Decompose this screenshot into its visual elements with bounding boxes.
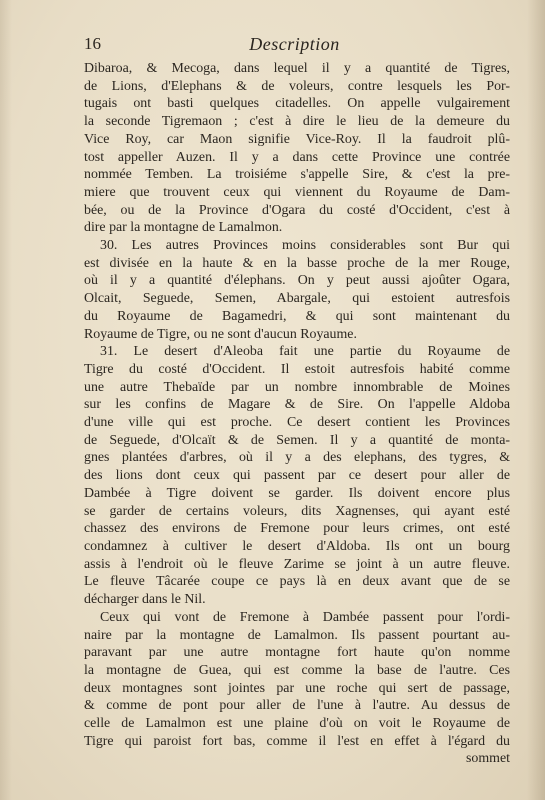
text-line: Olcait, Seguede, Semen, Abargale, qui estoient autresfois [84, 291, 510, 307]
text-line: sur les confins de Magare & de Sire. On l'appelle Aldoba [84, 397, 510, 413]
paragraph-3 [84, 343, 510, 609]
text-line: des lions dont ceux qui passent par ce desert pour aller de [84, 468, 510, 484]
text-line: 30. Les autres Provinces moins considerables sont Bur qui [100, 238, 510, 254]
text-line: Tigre qui paroist fort bas, comme il l'est en effet à l'égard du [84, 733, 510, 749]
text-line: 31. Le desert d'Aleoba fait une partie du Royaume de [100, 344, 510, 360]
text-line: condamnez à cultiver le desert d'Aldoba. Ils ont un bourg [84, 538, 510, 554]
text-line: assis à l'endroit où le fleuve Zarime se joint à un autre fleuve. [84, 556, 510, 572]
catchword: sommet [466, 751, 510, 767]
text-line: de Seguede, d'Olcaït & de Semen. Il y a quantité de monta- [84, 432, 510, 448]
body-text [84, 60, 510, 768]
page-header [84, 34, 505, 58]
text-line: la seconde Tigremaon ; c'est à dire le lieu de la demeure du [84, 114, 510, 130]
text-line: deux montagnes sont jointes par une roche qui sert de passage, [84, 680, 510, 696]
text-line: chassez des environs de Fremone pour leurs crimes, ont esté [84, 521, 510, 537]
text-line: bée, ou de la Province d'Ogara du costé d'Occident, c'est à [84, 202, 510, 218]
text-line: Le fleuve Tâcarée coupe ce pays là en deux avant que de se [84, 574, 510, 590]
text-line: de Lions, d'Elephans & de voleurs, contre lesquels les Por- [84, 78, 510, 94]
text-line: Dambée à Tigre doivent se garder. Ils doivent encore plus [84, 485, 510, 501]
text-line: Vice Roy, car Maon signifie Vice-Roy. Il la faudroit plû- [84, 131, 510, 147]
text-line: la montagne de Guea, qui est comme la base de l'autre. Ces [84, 662, 510, 678]
text-line: gnes plantées d'arbres, où il y a des elephans, des tygres, & [84, 450, 510, 466]
text-line: tugais ont basti quelques citadelles. On appelle vulgairement [84, 96, 510, 112]
text-line: d'une ville qui est proche. Ce desert contient les Provinces [84, 415, 510, 431]
text-line: Royaume de Tigre, ou ne sont d'aucun Royaume. [84, 326, 357, 342]
text-line: une autre Thebaïde par un nombre innombrable de Moines [84, 379, 510, 395]
running-title: Description [249, 34, 340, 54]
text-line: & comme de pont pour aller de l'une à l'autre. Au dessus de [84, 698, 510, 714]
text-line: du Royaume de Bagamedri, & qui sont maintenant du [84, 308, 510, 324]
paragraph-4 [84, 609, 510, 751]
page-number: 16 [84, 34, 101, 53]
text-line: décharger dans le Nil. [84, 592, 206, 608]
text-line: où il y a quantité d'élephans. On y peut aussi ajoûter Ogara, [84, 273, 510, 289]
page-edge-shadow [0, 0, 12, 800]
text-line: celle de Lamalmon est une plaine d'où on voit le Royaume de [84, 716, 510, 732]
text-line: Ceux qui vont de Fremone à Dambée passent pour l'ordi- [100, 609, 510, 625]
text-line: Dibaroa, & Mecoga, dans lequel il y a quantité de Tigres, [84, 61, 510, 76]
text-line: Tigre du costé d'Occident. Il estoit autresfois habité comme [84, 361, 510, 377]
text-line: dire par la montagne de Lamalmon. [84, 220, 283, 236]
text-line: est divisée en la haute & en la basse proche de la mer Rouge, [84, 255, 510, 271]
text-line: paravant par une autre montagne fort haute qu'on nomme [84, 645, 510, 661]
text-line: nommée Temben. La troisiéme s'appelle Sire, & c'est la pre- [84, 167, 510, 183]
text-line: se garder de certains voleurs, dits Xagnenses, qui ayant esté [84, 503, 510, 519]
text-line: tost appeller Auzen. Il y a dans cette Province une contrée [84, 149, 510, 165]
text-line: naire par la montagne de Lamalmon. Ils passent pourtant au- [84, 627, 510, 643]
text-line: miere que trouvent ceux qui viennent du Royaume de Dam- [84, 184, 510, 200]
gutter-shadow [527, 0, 545, 800]
paragraph-1 [84, 60, 510, 237]
paragraph-2 [84, 237, 510, 343]
